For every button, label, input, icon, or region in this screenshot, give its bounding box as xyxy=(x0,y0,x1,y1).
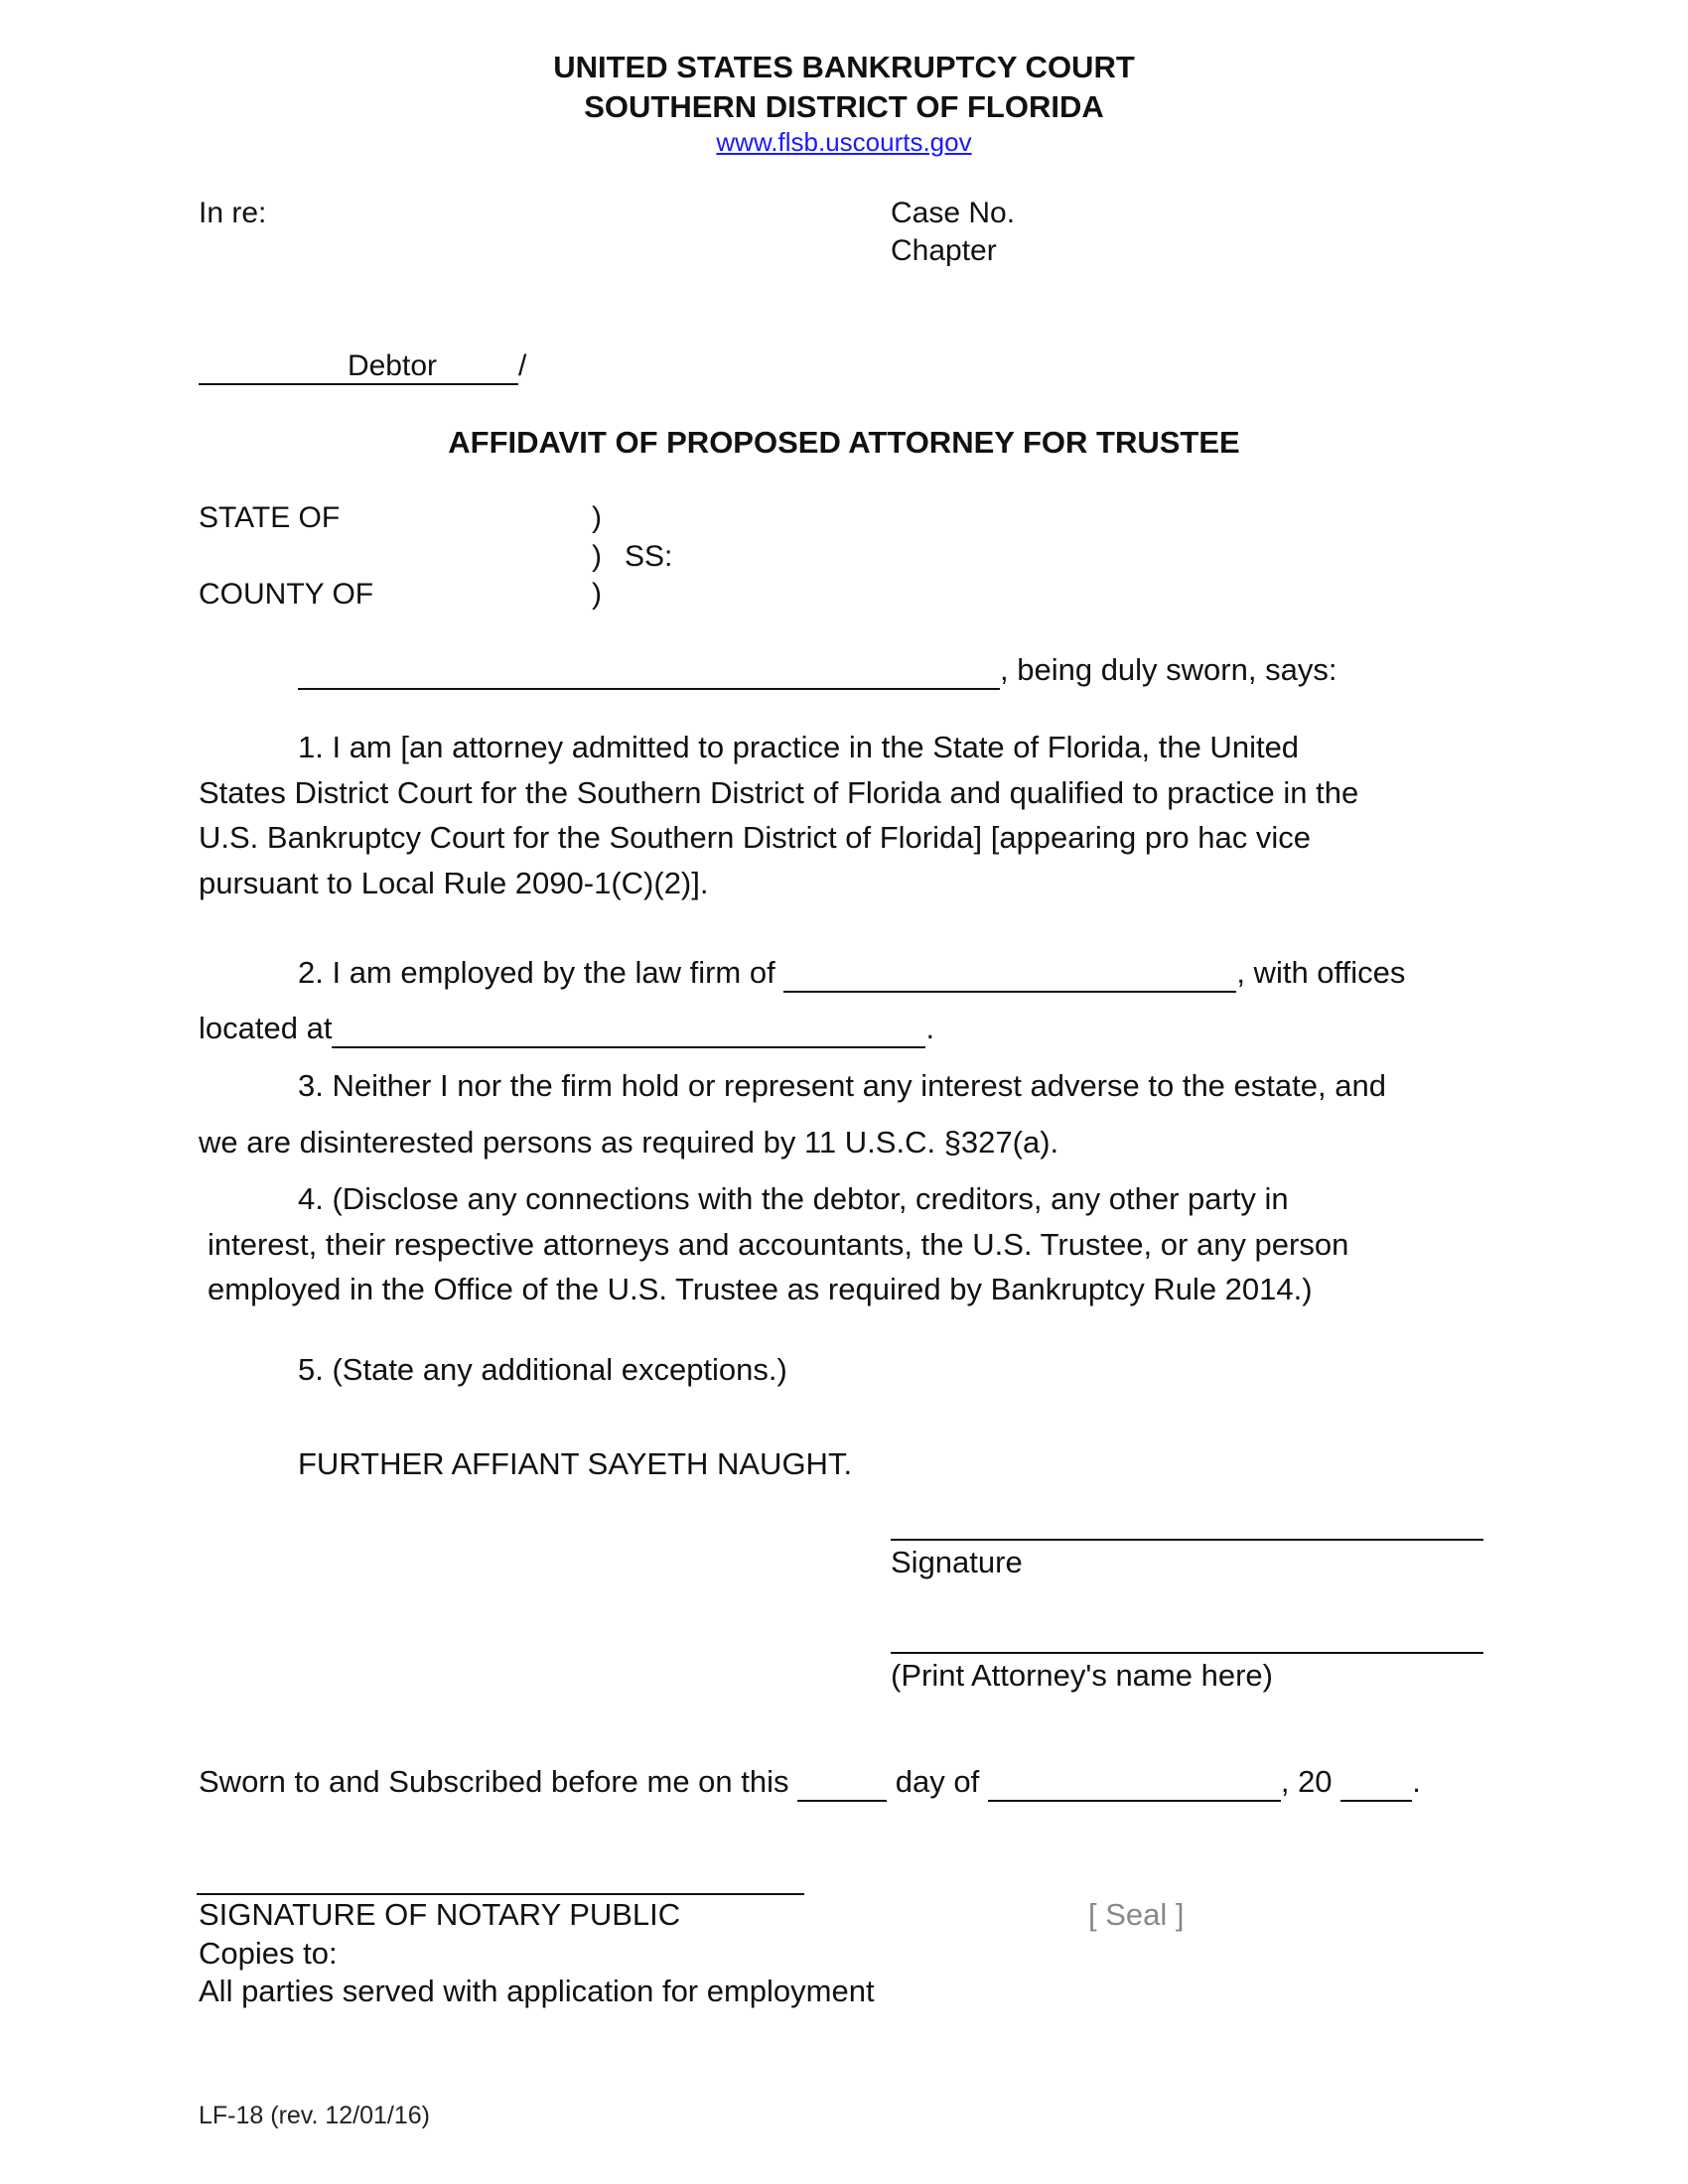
notary-signature-line xyxy=(197,1893,804,1895)
copies-to-label: Copies to: xyxy=(199,1936,338,1971)
ss-label: SS: xyxy=(625,540,673,573)
paragraph-2-line-2 xyxy=(199,1011,934,1048)
form-id: LF-18 (rev. 12/01/16) xyxy=(199,2102,430,2129)
court-website-link[interactable]: www.flsb.uscourts.gov xyxy=(716,127,972,157)
located-at-label: located at xyxy=(199,1011,333,1045)
case-no-label: Case No. xyxy=(891,197,1016,229)
office-location-blank xyxy=(332,1011,925,1048)
paragraph-1 xyxy=(199,725,1358,905)
paragraph-3-line-1: 3. Neither I nor the firm hold or represent any interest adverse to the estate, and xyxy=(298,1068,1386,1103)
paragraph-1-line-1: 1. I am [an attorney admitted to practice in the State of Florida, the United xyxy=(298,730,1300,764)
debtor-line xyxy=(199,349,526,385)
signature-label: Signature xyxy=(891,1545,1023,1579)
court-name: UNITED STATES BANKRUPTCY COURT xyxy=(553,50,1135,84)
copies-to-parties: All parties served with application for employment xyxy=(199,1974,875,2008)
paragraph-4-line-2: interest, their respective attorneys and accountants, the U.S. Trustee, or any person xyxy=(208,1227,1349,1262)
county-of-label: COUNTY OF xyxy=(199,578,374,611)
notary-label: SIGNATURE OF NOTARY PUBLIC xyxy=(199,1897,681,1932)
jurat-end: . xyxy=(1412,1764,1421,1799)
paragraph-5: 5. (State any additional exceptions.) xyxy=(298,1352,787,1387)
jurat-year-blank xyxy=(1340,1764,1412,1802)
debtor-label: Debtor xyxy=(199,349,437,385)
signature-line xyxy=(891,1539,1483,1541)
jurat-day-blank xyxy=(797,1764,887,1802)
closing-statement: FURTHER AFFIANT SAYETH NAUGHT. xyxy=(298,1446,853,1481)
paragraph-2-after: , with offices xyxy=(1236,955,1406,990)
court-district: SOUTHERN DISTRICT OF FLORIDA xyxy=(584,89,1104,124)
jurat-year-prefix: , 20 xyxy=(1280,1764,1333,1799)
jurat-line xyxy=(199,1764,1421,1802)
law-firm-blank xyxy=(783,955,1236,993)
paragraph-1-line-2: States District Court for the Southern District of Florida and qualified to practice in the xyxy=(199,774,1359,810)
paragraph-1-line-4: pursuant to Local Rule 2090-1(C)(2)]. xyxy=(199,865,709,900)
paragraph-2-end: . xyxy=(925,1011,935,1045)
seal-placeholder: [ Seal ] xyxy=(1088,1897,1185,1932)
jurat-month-blank xyxy=(988,1764,1281,1802)
venue-paren-3: ) xyxy=(592,578,602,611)
debtor-slash: / xyxy=(518,349,527,382)
jurat-lead: Sworn to and Subscribed before me on this xyxy=(199,1764,789,1799)
print-name-label: (Print Attorney's name here) xyxy=(891,1658,1273,1693)
paragraph-1-line-3: U.S. Bankruptcy Court for the Southern District of Florida] [appearing pro hac vice xyxy=(199,820,1311,855)
document-title: AFFIDAVIT OF PROPOSED ATTORNEY FOR TRUSTEE xyxy=(448,425,1240,460)
affiant-line xyxy=(298,652,1336,690)
state-of-label: STATE OF xyxy=(199,501,341,534)
print-name-line xyxy=(891,1652,1483,1654)
affiant-name-blank xyxy=(298,652,1000,690)
paragraph-4-line-1: 4. (Disclose any connections with the debtor, creditors, any other party in xyxy=(298,1181,1289,1216)
in-re-label: In re: xyxy=(199,197,267,229)
paragraph-4-line-3: employed in the Office of the U.S. Trustee as required by Bankruptcy Rule 2014.) xyxy=(208,1272,1313,1306)
paragraph-2-lead: 2. I am employed by the law firm of xyxy=(298,955,775,990)
venue-paren-1: ) xyxy=(592,501,602,534)
paragraph-2-line-1 xyxy=(298,955,1405,993)
paragraph-3-line-2: we are disinterested persons as required by 11 U.S.C. §327(a). xyxy=(199,1125,1059,1160)
sworn-intro: , being duly sworn, says: xyxy=(1000,652,1337,687)
jurat-day-of: day of xyxy=(895,1764,980,1799)
venue-paren-2: ) xyxy=(592,540,602,573)
debtor-blank xyxy=(437,349,518,385)
chapter-label: Chapter xyxy=(891,234,997,267)
